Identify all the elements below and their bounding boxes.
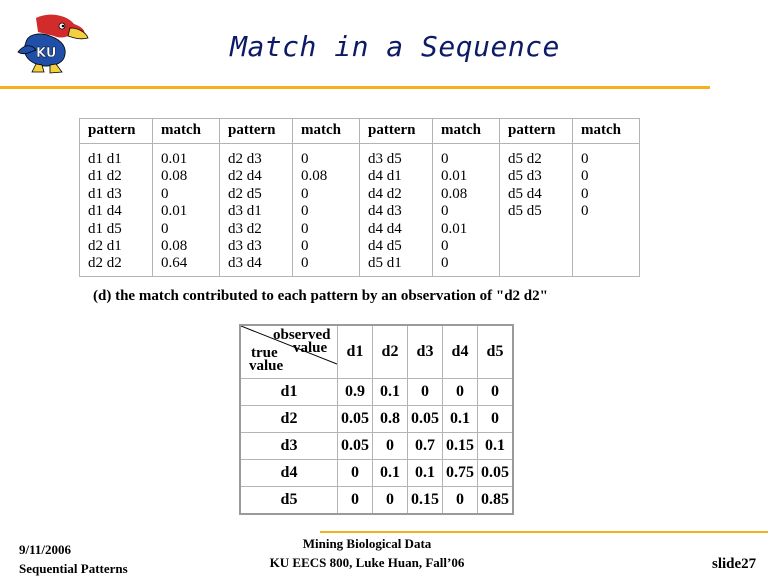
column-header-d2: d2 (373, 325, 408, 379)
prob-cell: 0.9 (338, 379, 373, 406)
pattern-cell: d4 d4 (368, 220, 402, 237)
match-cell: 0.08 (301, 168, 328, 185)
match-cell: 0.01 (441, 168, 468, 185)
prob-cell: 0.8 (373, 406, 408, 433)
prob-cell: 0.15 (443, 433, 478, 460)
match-cell: 0 (581, 203, 589, 220)
pattern-cell: d2 d5 (228, 185, 262, 202)
corner-observed-label: observed (273, 327, 331, 343)
corner-header-cell (240, 325, 338, 379)
footer-center (262, 534, 472, 572)
footer-divider (320, 531, 768, 533)
pattern-cell: d4 d1 (368, 168, 402, 185)
prob-cell: 0 (443, 487, 478, 515)
prob-cell: 0 (373, 487, 408, 515)
match-cell: 0.08 (161, 168, 188, 185)
header-pattern-4: pattern (500, 119, 573, 144)
header-match-4: match (573, 119, 640, 144)
row-header-d1: d1 (240, 379, 338, 406)
pattern-cell: d2 d2 (88, 255, 122, 272)
pattern-cell: d5 d2 (508, 151, 542, 167)
prob-cell: 0.05 (478, 460, 514, 487)
match-table-header-row (80, 119, 640, 144)
prob-cell: 0.05 (408, 406, 443, 433)
match-table-body-row (80, 144, 640, 277)
prob-cell: 0 (373, 433, 408, 460)
match-cell: 0 (301, 255, 309, 272)
footer-date: 9/11/2006 (19, 542, 72, 557)
observation-probability-table (239, 324, 514, 515)
prob-cell: 0.05 (338, 433, 373, 460)
pattern-column-2 (220, 144, 293, 277)
match-cell: 0 (441, 238, 449, 255)
pattern-cell: d3 d3 (228, 238, 262, 255)
header-pattern-2: pattern (220, 119, 293, 144)
prob-cell: 0.75 (443, 460, 478, 487)
footer-left (19, 540, 128, 578)
match-cell: 0 (301, 185, 309, 202)
header-pattern-1: pattern (80, 119, 153, 144)
pattern-cell: d4 d5 (368, 238, 402, 255)
slide-title: Match in a Sequence (230, 30, 560, 63)
header-pattern-3: pattern (360, 119, 433, 144)
corner-true-label: true (251, 345, 278, 361)
pattern-cell: d5 d3 (508, 168, 542, 185)
prob-table-row (240, 379, 513, 406)
pattern-cell: d1 d2 (88, 168, 122, 185)
ku-jayhawk-logo (14, 12, 90, 76)
pattern-cell: d1 d1 (88, 151, 122, 167)
pattern-column-4 (500, 144, 573, 277)
pattern-cell: d3 d2 (228, 220, 262, 237)
row-header-d5: d5 (240, 487, 338, 515)
prob-cell: 0 (408, 379, 443, 406)
row-header-d4: d4 (240, 460, 338, 487)
prob-cell: 0.1 (443, 406, 478, 433)
footer-course-title: Mining Biological Data (302, 536, 432, 551)
match-cell: 0 (301, 238, 309, 255)
pattern-cell: d1 d3 (88, 185, 122, 202)
logo-text: KU (36, 46, 57, 61)
prob-cell: 0 (338, 487, 373, 515)
match-column-3 (433, 144, 500, 277)
match-cell: 0 (161, 185, 169, 202)
pattern-cell: d3 d1 (228, 203, 262, 220)
match-cell: 0.01 (441, 220, 468, 237)
match-cell: 0.01 (161, 151, 188, 167)
match-cell: 0 (161, 220, 169, 237)
header-match-1: match (153, 119, 220, 144)
pattern-cell: d3 d5 (368, 151, 402, 167)
match-cell: 0 (301, 220, 309, 237)
prob-cell: 0.1 (373, 379, 408, 406)
pattern-cell: d1 d5 (88, 220, 122, 237)
prob-table-header-row (240, 325, 513, 379)
column-header-d5: d5 (478, 325, 514, 379)
match-column-1 (153, 144, 220, 277)
match-column-2 (293, 144, 360, 277)
pattern-cell: d5 d5 (508, 203, 542, 220)
header-match-2: match (293, 119, 360, 144)
prob-cell: 0.7 (408, 433, 443, 460)
row-header-d2: d2 (240, 406, 338, 433)
pattern-cell: d2 d3 (228, 151, 262, 167)
match-cell: 0 (441, 203, 449, 220)
prob-table-row (240, 433, 513, 460)
corner-value-bottom-label: value (249, 358, 284, 374)
pattern-cell: d2 d4 (228, 168, 262, 185)
pattern-cell: d5 d4 (508, 185, 542, 202)
prob-cell: 0.1 (408, 460, 443, 487)
match-cell: 0 (581, 151, 589, 167)
column-header-d1: d1 (338, 325, 373, 379)
match-cell: 0 (301, 203, 309, 220)
prob-cell: 0.1 (478, 433, 514, 460)
prob-cell: 0.1 (373, 460, 408, 487)
match-cell: 0.08 (161, 238, 188, 255)
match-cell: 0.64 (161, 255, 188, 272)
match-cell: 0 (441, 151, 449, 167)
prob-cell: 0.85 (478, 487, 514, 515)
column-header-d3: d3 (408, 325, 443, 379)
prob-cell: 0 (443, 379, 478, 406)
pattern-cell: d2 d1 (88, 238, 122, 255)
prob-cell: 0 (338, 460, 373, 487)
match-cell: 0 (301, 151, 309, 167)
prob-cell: 0.15 (408, 487, 443, 515)
pattern-cell: d3 d4 (228, 255, 262, 272)
footer-topic: Sequential Patterns (19, 561, 128, 576)
match-cell: 0 (581, 185, 589, 202)
title-divider (0, 86, 710, 89)
row-header-d3: d3 (240, 433, 338, 460)
footer-course-info: KU EECS 800, Luke Huan, Fall’06 (269, 555, 465, 570)
pattern-column-1 (80, 144, 153, 277)
corner-value-top-label: value (293, 340, 328, 356)
prob-cell: 0 (478, 406, 514, 433)
match-cell: 0 (441, 255, 449, 272)
prob-cell: 0.05 (338, 406, 373, 433)
pattern-cell: d4 d2 (368, 185, 402, 202)
slide-number: slide27 (712, 556, 757, 572)
column-header-d4: d4 (443, 325, 478, 379)
prob-table-row (240, 406, 513, 433)
pattern-cell: d5 d1 (368, 255, 402, 272)
match-column-4 (573, 144, 640, 277)
header-match-3: match (433, 119, 500, 144)
match-cell: 0 (581, 168, 589, 185)
match-cell: 0.08 (441, 185, 468, 202)
pattern-match-table (79, 118, 640, 277)
prob-table-row (240, 460, 513, 487)
match-cell: 0.01 (161, 203, 188, 220)
pattern-cell: d4 d3 (368, 203, 402, 220)
match-table-caption: (d) the match contributed to each pattern by an observation of "d2 d2" (93, 288, 548, 304)
prob-table-row (240, 487, 513, 515)
pattern-cell: d1 d4 (88, 203, 122, 220)
prob-cell: 0 (478, 379, 514, 406)
pattern-column-3 (360, 144, 433, 277)
